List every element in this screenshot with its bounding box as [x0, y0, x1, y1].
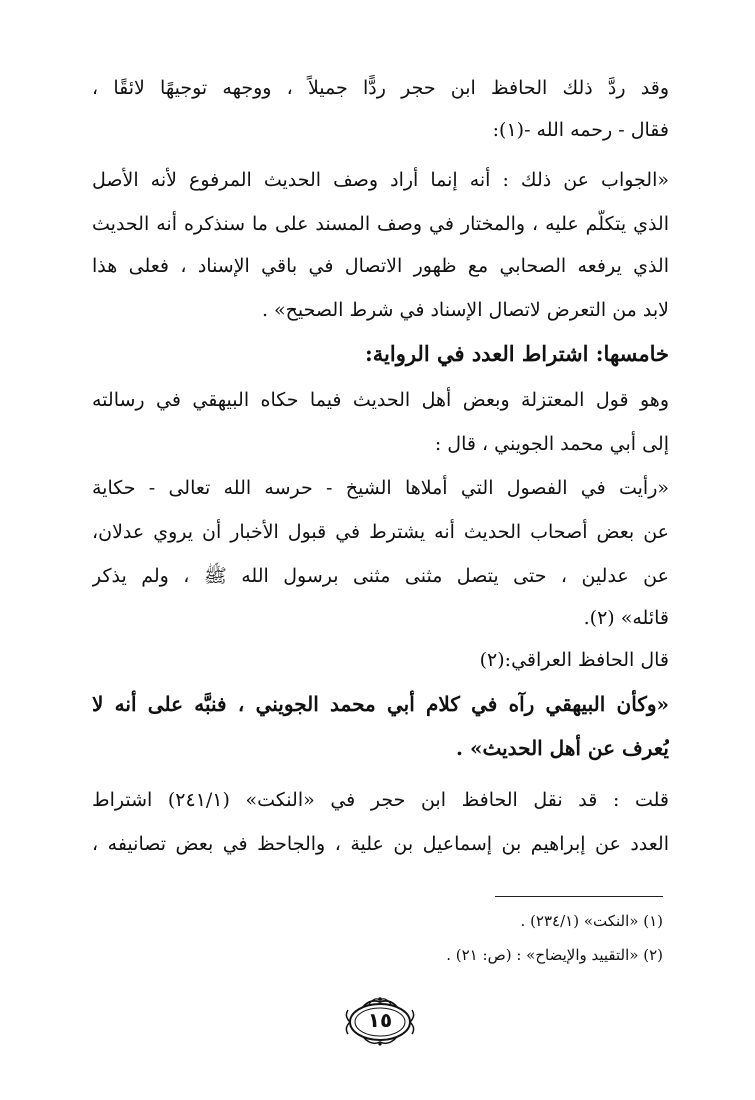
quote-answer-line-1: «الجواب عن ذلك : أنه إنما أراد وصف الحديث المرفوع لأنه الأصل: [92, 169, 669, 191]
section-heading: خامسها: اشتراط العدد في الرواية:: [365, 341, 669, 366]
quote-bayhaqi-line-4: قائله» (٢).: [583, 607, 669, 629]
quote-bayhaqi-line-1: «رأيت في الفصول التي أملاها الشيخ - حرسه الله تعالى - حكاية: [92, 477, 669, 499]
footnote-divider: [495, 896, 663, 897]
body-line-3: وهو قول المعتزلة وبعض أهل الحديث فيما حكاه البيهقي في رسالته: [92, 389, 669, 411]
footnote-2: (٢) «التقييد والإيضاح» : (ص: ٢١) .: [446, 946, 663, 964]
body-line-4: إلى أبي محمد الجويني ، قال :: [434, 433, 669, 455]
quote-iraqi-line-2: يُعرف عن أهل الحديث» .: [456, 736, 669, 760]
quote-iraqi-line-1: «وكأن البيهقي رآه في كلام أبي محمد الجويني ، فنبَّه على أنه لا: [92, 692, 669, 716]
body-line-7: العدد عن إبراهيم بن إسماعيل بن علية ، والجاحظ في بعض تصانيفه ،: [92, 833, 669, 855]
body-line-2: فقال - رحمه الله -(١):: [492, 119, 669, 141]
quote-answer-line-4: لابد من التعرض لاتصال الإسناد في شرط الصحيح» .: [261, 299, 669, 321]
quote-bayhaqi-line-3: عن عدلين ، حتى يتصل مثنى مثنى برسول الله ﷺ ، ولم يذكر: [92, 565, 669, 587]
body-line-6: قلت : قد نقل الحافظ ابن حجر في «النكت» (٢٤١/١) اشتراط: [92, 789, 669, 811]
quote-answer-line-2: الذي يتكلَّم عليه ، والمختار في وصف المسند على ما سنذكره أنه الحديث: [92, 213, 669, 235]
page-number-ornament: [340, 992, 420, 1048]
body-line-5: قال الحافظ العراقي:(٢): [479, 649, 669, 671]
page-number: ١٥: [367, 1008, 393, 1032]
quote-bayhaqi-line-2: عن بعض أصحاب الحديث أنه يشترط في قبول الأخبار أن يروي عدلان،: [92, 521, 669, 543]
quote-answer-line-3: الذي يرفعه الصحابي مع ظهور الاتصال في باقي الإسناد ، فعلى هذا: [92, 255, 669, 277]
body-line-1: وقد ردَّ ذلك الحافظ ابن حجر ردًّا جميلاً ، ووجهه توجيهًا لائقًا ،: [92, 77, 669, 99]
footnote-1: (١) «النكت» (٢٣٤/١) .: [520, 912, 663, 930]
